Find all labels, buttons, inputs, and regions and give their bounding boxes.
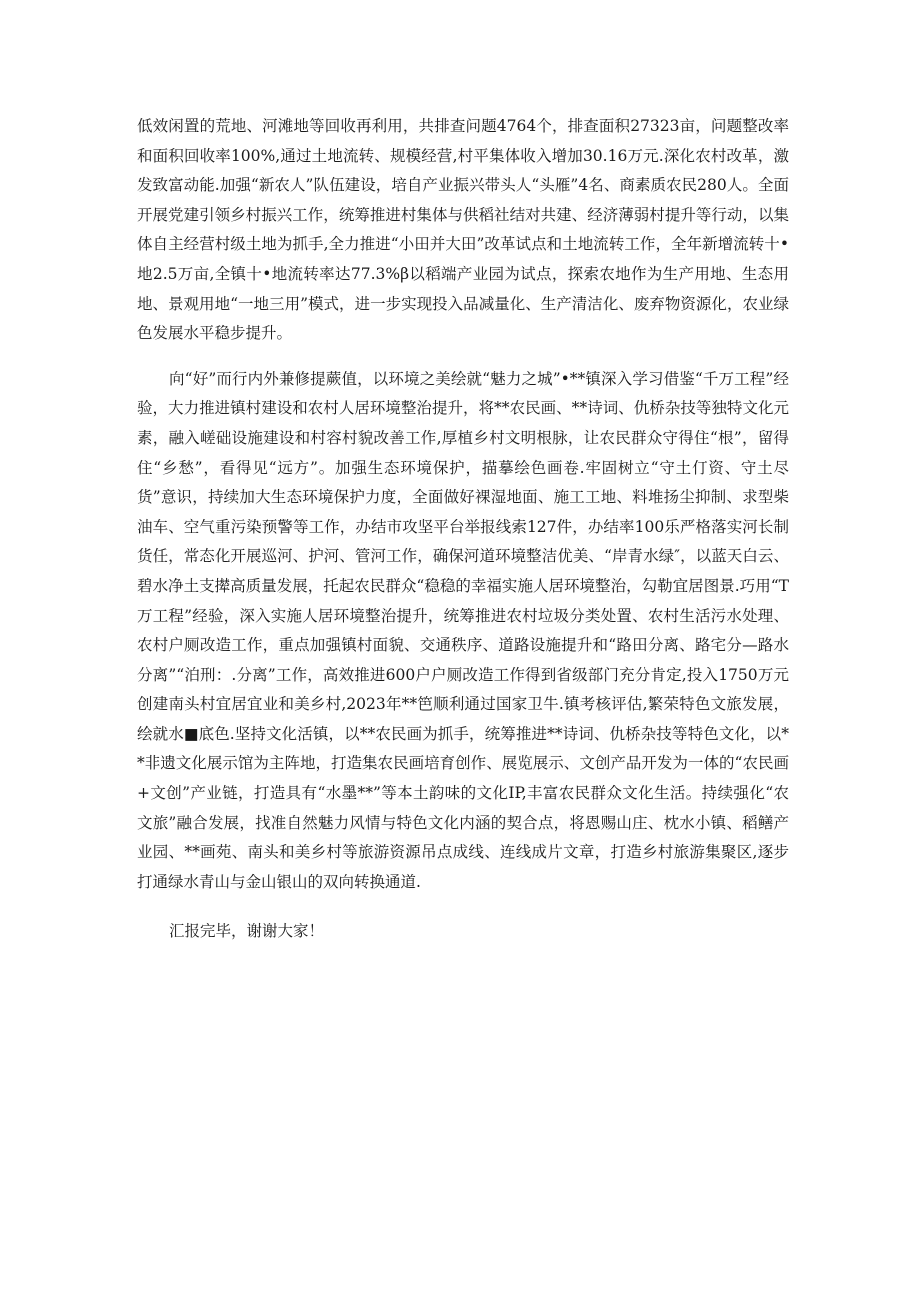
- paragraph-land-reform: 低效闲置的荒地、河滩地等回收再利用，共排查问题4764个，排查面积27323亩，问题整改率和面积回收率100%,通过土地流转、规模经营,村平集体收入增加30.16万元.深化农村改革，激发致富动能.加强“新农人”队伍建设，培自产业振兴带头人“头雁”4名、商素质农民280人。全面开展党建引领乡村振兴工作，统筹推进村集体与供稻社结对共建、经济薄弱村提升等行动，以集体自主经营村级土地为抓手,全力推进“小田并大田”改革试点和土地流转工作，全年新增流转十•地2.5万亩,全镇十•地流转率达77.3%β以稻端产业园为试点，探索农地作为生产用地、生态用地、景观用地“一地三用”模式，进一步实现投入品减量化、生产清洁化、废弃物资源化，农业绿色发展水平稳步提升。: [137, 117, 789, 343]
- document-page: [137, 112, 789, 963]
- paragraph-closing: 汇报完毕，谢谢大家！: [169, 922, 325, 941]
- paragraph-environment-culture: 向“好”而行内外兼修提蕨值，以环境之美绘就“魅力之城”•**镇深入学习借鉴“千万工程”经验，大力推进镇村建设和农村人居环境整治提升，将**农民画、**诗词、仇桥杂技等独特文化元素，融入嵯础设施建设和村容村貌改善工作,厚植乡村文明根脉，让农民群众守得住“根”，留得住“乡愁”，看得见“远方”。加强生态环境保护，描摹绘色画卷.牢固树立“守土仃资、守土尽货”意识，持续加大生态环境保护力度，全面做好裸湿地面、施工工地、料堆扬尘抑制、求型柴油车、空气重污染预警等工作，办结市攻坚平台举报线索127件，办结率100乐严格落实河长制货任，常态化开展巡河、护河、管河工作，确保河道环境整洁优美、“岸青水绿″，以蓝天白云、碧水净土支撵高质量发展，托起农民群众“稳稳的幸福实施人居环境整治，勾勒宜居图景.巧用“T万工程”经验，深入实施人居环境整治提升，统筹推进农村垃圾分类处置、农村生活污水处理、农村户厕改造工作，重点加强镇村面貌、交通秩序、道路设施提升和“路田分离、路宅分—路水分离”“泊刑：.分离”工作，高效推进600户户厕改造工作得到省级部门充分肯定,投入1750万元创建南头村宜居宜业和美乡村,2023年**笆顺利通过国家卫牛.镇考核评估,繁荣特色文旅发展，绘就水■底色.坚持文化活镇，以**农民画为抓手，统筹推进**诗词、仇桥杂技等特色文化，以**非遗文化展示馆为主阵地，打造集农民画培育创作、展览展示、文创产品开发为一体的“农民画+文创”产业链，打造具有“水墨**”等本土韵味的文化IP,丰富农民群众文化生活。持续强化“农文旅”融合发展，找准自然魅力风情与特色文化内涵的契合点，将恩赐山庄、枕水小镇、稻鳝产业园、**画苑、南头和美乡村等旅游资源吊点成线、连线成片文章，打造乡村旅游集聚区,逐步打通绿水青山与金山银山的双向转换通道.: [137, 369, 789, 891]
